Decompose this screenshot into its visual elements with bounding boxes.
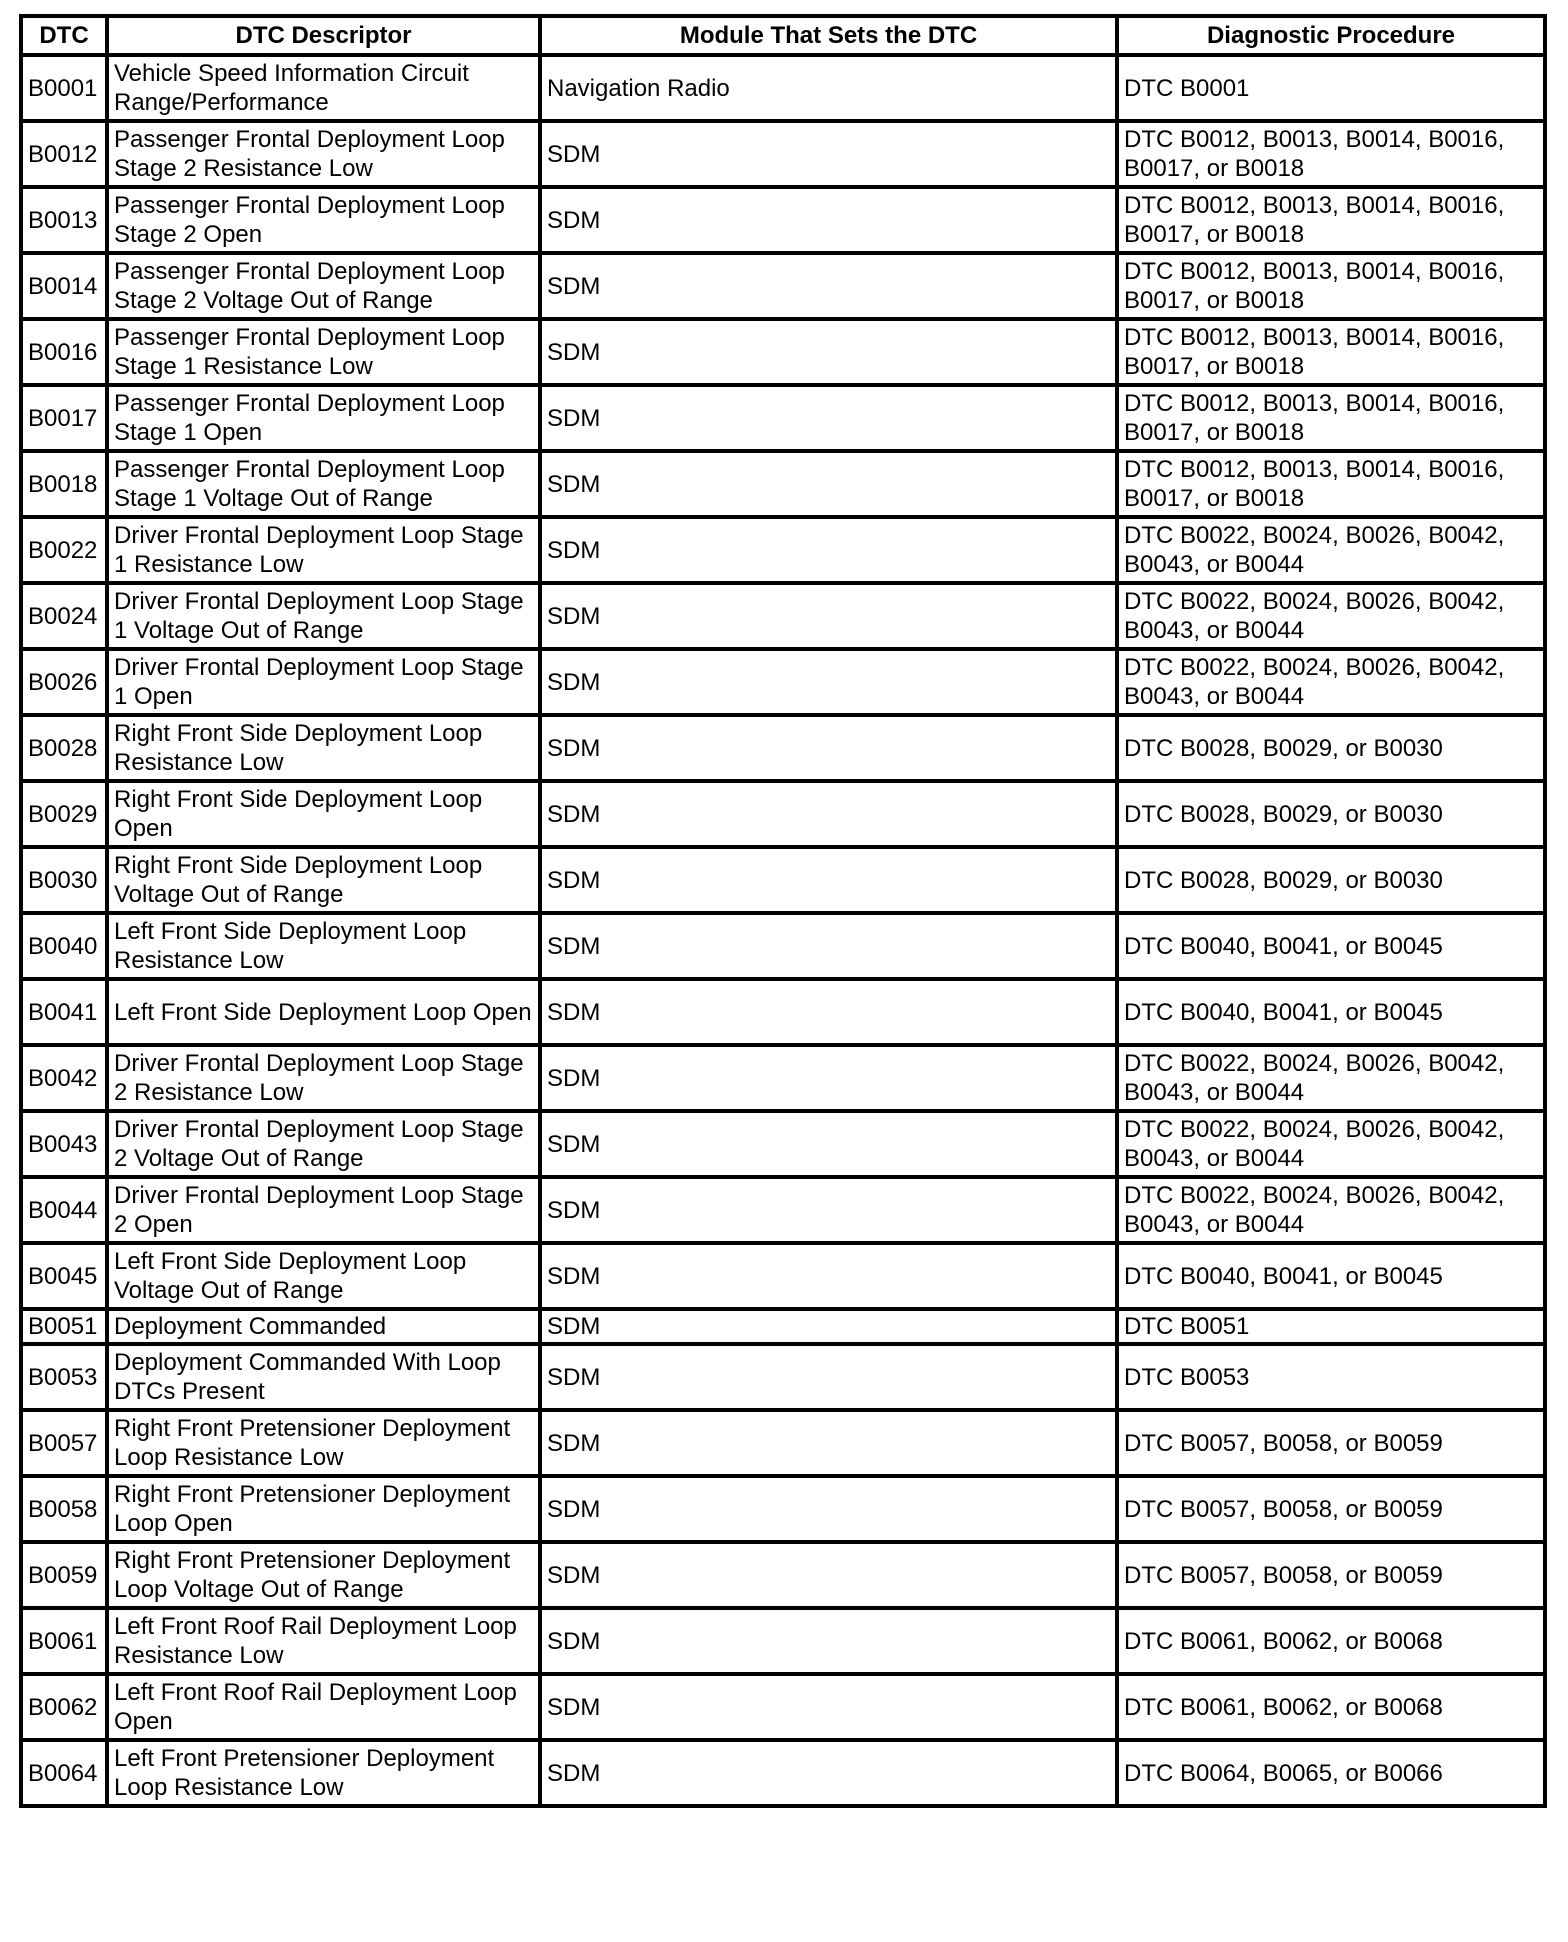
table-row [21,1410,1545,1476]
cell-dtc: B0014 [21,253,107,319]
cell-diagnostic-procedure: DTC B0040, B0041, or B0045 [1117,913,1545,979]
dtc-table [19,14,1547,1808]
header-row [21,16,1545,55]
cell-diagnostic-procedure: DTC B0001 [1117,55,1545,121]
cell-dtc: B0022 [21,517,107,583]
table-row [21,1608,1545,1674]
cell-diagnostic-procedure: DTC B0028, B0029, or B0030 [1117,847,1545,913]
cell-dtc: B0062 [21,1674,107,1740]
cell-dtc-descriptor: Deployment Commanded [107,1309,540,1344]
table-row [21,649,1545,715]
cell-module: SDM [540,847,1117,913]
table-row [21,1476,1545,1542]
cell-module: SDM [540,913,1117,979]
cell-module: SDM [540,1344,1117,1410]
table-row [21,319,1545,385]
table-row [21,847,1545,913]
table-row [21,1309,1545,1344]
table-row [21,1740,1545,1806]
table-row [21,385,1545,451]
cell-dtc-descriptor: Right Front Side Deployment Loop Open [107,781,540,847]
cell-diagnostic-procedure: DTC B0012, B0013, B0014, B0016, B0017, or B0018 [1117,319,1545,385]
cell-dtc-descriptor: Driver Frontal Deployment Loop Stage 1 Voltage Out of Range [107,583,540,649]
cell-dtc-descriptor: Left Front Roof Rail Deployment Loop Resistance Low [107,1608,540,1674]
cell-diagnostic-procedure: DTC B0040, B0041, or B0045 [1117,979,1545,1045]
cell-dtc-descriptor: Left Front Side Deployment Loop Open [107,979,540,1045]
cell-dtc-descriptor: Driver Frontal Deployment Loop Stage 1 Open [107,649,540,715]
cell-module: SDM [540,1674,1117,1740]
table-body [21,55,1545,1806]
cell-module: SDM [540,781,1117,847]
cell-dtc-descriptor: Right Front Side Deployment Loop Resistance Low [107,715,540,781]
cell-module: SDM [540,517,1117,583]
cell-dtc-descriptor: Left Front Pretensioner Deployment Loop Resistance Low [107,1740,540,1806]
cell-dtc-descriptor: Passenger Frontal Deployment Loop Stage 1 Voltage Out of Range [107,451,540,517]
cell-dtc-descriptor: Right Front Side Deployment Loop Voltage Out of Range [107,847,540,913]
cell-dtc: B0044 [21,1177,107,1243]
cell-dtc-descriptor: Driver Frontal Deployment Loop Stage 2 Voltage Out of Range [107,1111,540,1177]
cell-diagnostic-procedure: DTC B0022, B0024, B0026, B0042, B0043, or B0044 [1117,1111,1545,1177]
cell-diagnostic-procedure: DTC B0064, B0065, or B0066 [1117,1740,1545,1806]
cell-dtc-descriptor: Driver Frontal Deployment Loop Stage 2 Open [107,1177,540,1243]
cell-dtc: B0058 [21,1476,107,1542]
cell-dtc: B0051 [21,1309,107,1344]
cell-diagnostic-procedure: DTC B0012, B0013, B0014, B0016, B0017, or B0018 [1117,253,1545,319]
cell-dtc-descriptor: Left Front Side Deployment Loop Resistance Low [107,913,540,979]
cell-diagnostic-procedure: DTC B0022, B0024, B0026, B0042, B0043, or B0044 [1117,1045,1545,1111]
cell-diagnostic-procedure: DTC B0022, B0024, B0026, B0042, B0043, or B0044 [1117,649,1545,715]
header-dtc: DTC [21,16,107,55]
cell-module: SDM [540,187,1117,253]
cell-dtc: B0053 [21,1344,107,1410]
cell-module: SDM [540,583,1117,649]
cell-module: SDM [540,715,1117,781]
cell-module: SDM [540,1243,1117,1309]
cell-diagnostic-procedure: DTC B0022, B0024, B0026, B0042, B0043, or B0044 [1117,583,1545,649]
table-row [21,913,1545,979]
table-row [21,1177,1545,1243]
cell-diagnostic-procedure: DTC B0057, B0058, or B0059 [1117,1476,1545,1542]
cell-dtc: B0040 [21,913,107,979]
cell-diagnostic-procedure: DTC B0028, B0029, or B0030 [1117,715,1545,781]
cell-module: SDM [540,1410,1117,1476]
cell-dtc-descriptor: Passenger Frontal Deployment Loop Stage 2 Voltage Out of Range [107,253,540,319]
cell-diagnostic-procedure: DTC B0053 [1117,1344,1545,1410]
cell-module: SDM [540,253,1117,319]
cell-dtc-descriptor: Right Front Pretensioner Deployment Loop Resistance Low [107,1410,540,1476]
cell-module: SDM [540,1177,1117,1243]
cell-dtc: B0016 [21,319,107,385]
table-row [21,1674,1545,1740]
cell-dtc-descriptor: Driver Frontal Deployment Loop Stage 2 Resistance Low [107,1045,540,1111]
cell-diagnostic-procedure: DTC B0061, B0062, or B0068 [1117,1608,1545,1674]
cell-dtc: B0029 [21,781,107,847]
cell-dtc: B0028 [21,715,107,781]
cell-dtc-descriptor: Passenger Frontal Deployment Loop Stage 2 Resistance Low [107,121,540,187]
cell-dtc: B0013 [21,187,107,253]
cell-dtc: B0030 [21,847,107,913]
cell-dtc: B0041 [21,979,107,1045]
table-row [21,55,1545,121]
cell-diagnostic-procedure: DTC B0051 [1117,1309,1545,1344]
table-row [21,979,1545,1045]
table-row [21,253,1545,319]
table-row [21,121,1545,187]
cell-diagnostic-procedure: DTC B0022, B0024, B0026, B0042, B0043, or B0044 [1117,1177,1545,1243]
cell-module: SDM [540,649,1117,715]
cell-dtc: B0001 [21,55,107,121]
cell-dtc-descriptor: Vehicle Speed Information Circuit Range/Performance [107,55,540,121]
cell-diagnostic-procedure: DTC B0028, B0029, or B0030 [1117,781,1545,847]
cell-module: SDM [540,1542,1117,1608]
table-row [21,1542,1545,1608]
cell-module: SDM [540,1740,1117,1806]
cell-dtc-descriptor: Right Front Pretensioner Deployment Loop Voltage Out of Range [107,1542,540,1608]
cell-dtc: B0059 [21,1542,107,1608]
table-row [21,517,1545,583]
cell-diagnostic-procedure: DTC B0040, B0041, or B0045 [1117,1243,1545,1309]
cell-dtc-descriptor: Passenger Frontal Deployment Loop Stage 2 Open [107,187,540,253]
table-row [21,715,1545,781]
cell-module: SDM [540,979,1117,1045]
cell-module: SDM [540,451,1117,517]
cell-module: SDM [540,385,1117,451]
cell-diagnostic-procedure: DTC B0057, B0058, or B0059 [1117,1410,1545,1476]
table-row [21,1045,1545,1111]
cell-module: SDM [540,1045,1117,1111]
cell-dtc: B0043 [21,1111,107,1177]
cell-dtc: B0017 [21,385,107,451]
cell-diagnostic-procedure: DTC B0012, B0013, B0014, B0016, B0017, or B0018 [1117,121,1545,187]
cell-module: SDM [540,1608,1117,1674]
cell-dtc: B0024 [21,583,107,649]
cell-diagnostic-procedure: DTC B0057, B0058, or B0059 [1117,1542,1545,1608]
cell-dtc-descriptor: Driver Frontal Deployment Loop Stage 1 Resistance Low [107,517,540,583]
cell-dtc-descriptor: Right Front Pretensioner Deployment Loop Open [107,1476,540,1542]
header-module: Module That Sets the DTC [540,16,1117,55]
cell-dtc-descriptor: Left Front Side Deployment Loop Voltage Out of Range [107,1243,540,1309]
cell-dtc-descriptor: Deployment Commanded With Loop DTCs Present [107,1344,540,1410]
header-diagnostic-procedure: Diagnostic Procedure [1117,16,1545,55]
cell-dtc: B0026 [21,649,107,715]
table-row [21,583,1545,649]
cell-dtc: B0064 [21,1740,107,1806]
table-row [21,187,1545,253]
cell-module: SDM [540,1309,1117,1344]
cell-dtc-descriptor: Passenger Frontal Deployment Loop Stage 1 Resistance Low [107,319,540,385]
cell-module: SDM [540,121,1117,187]
cell-dtc: B0057 [21,1410,107,1476]
table-row [21,1243,1545,1309]
cell-dtc: B0042 [21,1045,107,1111]
cell-module: SDM [540,1111,1117,1177]
cell-diagnostic-procedure: DTC B0061, B0062, or B0068 [1117,1674,1545,1740]
cell-diagnostic-procedure: DTC B0012, B0013, B0014, B0016, B0017, or B0018 [1117,385,1545,451]
table-row [21,451,1545,517]
table-row [21,1344,1545,1410]
table-row [21,1111,1545,1177]
cell-dtc-descriptor: Left Front Roof Rail Deployment Loop Open [107,1674,540,1740]
cell-dtc-descriptor: Passenger Frontal Deployment Loop Stage 1 Open [107,385,540,451]
table-row [21,781,1545,847]
cell-module: Navigation Radio [540,55,1117,121]
cell-dtc: B0018 [21,451,107,517]
header-dtc-descriptor: DTC Descriptor [107,16,540,55]
cell-dtc: B0061 [21,1608,107,1674]
cell-module: SDM [540,1476,1117,1542]
cell-diagnostic-procedure: DTC B0012, B0013, B0014, B0016, B0017, or B0018 [1117,187,1545,253]
cell-diagnostic-procedure: DTC B0012, B0013, B0014, B0016, B0017, or B0018 [1117,451,1545,517]
cell-dtc: B0045 [21,1243,107,1309]
cell-module: SDM [540,319,1117,385]
cell-dtc: B0012 [21,121,107,187]
cell-diagnostic-procedure: DTC B0022, B0024, B0026, B0042, B0043, or B0044 [1117,517,1545,583]
